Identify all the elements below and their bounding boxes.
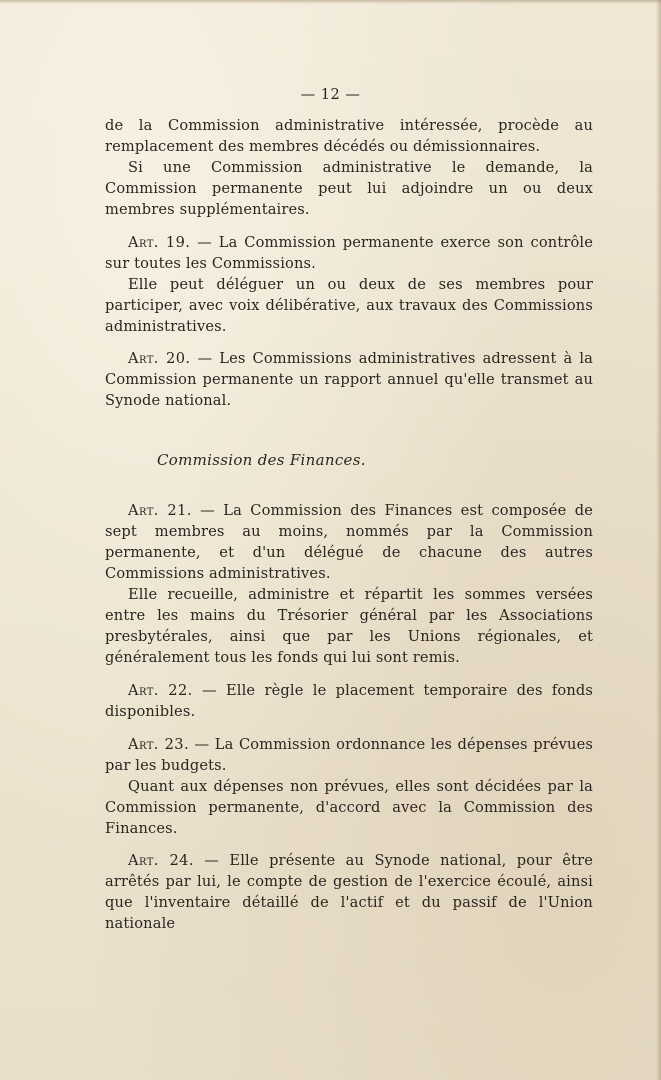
article-23-text: — La Commission ordonnance les dépenses prévues par les budgets. [105,736,593,774]
article-21-text: — La Commission des Finances est composée de sept membres au moins, nommés par la Commission permanente, et d'un délégué de chacune des autres Commissions administratives. [105,502,593,582]
article-19 [105,232,593,337]
section-title: Commission des Finances. [157,451,366,469]
article-23 [105,734,593,839]
article-19-label: Art. 19. [128,234,191,251]
continuation-block [105,115,593,220]
article-24 [105,850,593,934]
article-20-label: Art. 20. [128,350,191,367]
article-22-label: Art. 22. [128,682,193,699]
article-24-paragraph [105,850,593,934]
article-22-text: — Elle règle le placement temporaire des fonds disponibles. [105,682,594,720]
article-19-text: — La Commission permanente exerce son contrôle sur toutes les Commissions. [105,234,594,272]
page-number: — 12 — [300,87,361,103]
article-21 [105,500,593,668]
article-19-paragraph-2: Elle peut déléguer un ou deux de ses membres pour participer, avec voix délibérative, aux travaux des Commissions administratives. [105,276,593,335]
continuation-paragraph: de la Commission administrative intéressée, procède au remplacement des membres décédés ou démissionnaires. [105,117,593,155]
article-21-label: Art. 21. [128,502,192,519]
article-22 [105,680,593,722]
article-24-text: — Elle présente au Synode national, pour être arrêtés par lui, le compte de gestion de l'exercice écoulé, ainsi que l'inventaire détaillé de l'actif et du passif de l'Union nationale [105,852,593,932]
article-23-paragraph-2: Quant aux dépenses non prévues, elles sont décidées par la Commission permanente, d'accord avec la Commission des Finances. [105,778,593,837]
article-23-label: Art. 23. [128,736,189,753]
article-20-text: — Les Commissions administratives adressent à la Commission permanente un rapport annuel qu'elle transmet au Synode national. [105,350,593,409]
page-edge-top [0,0,661,4]
article-23-paragraph [105,734,593,776]
article-22-paragraph [105,680,593,722]
paragraph-supplementary-members: Si une Commission administrative le demande, la Commission permanente peut lui adjoindre un ou deux membres supplémentaires. [105,159,593,218]
article-19-paragraph [105,232,593,274]
page-edge-right [656,0,661,1080]
article-20-paragraph [105,348,593,411]
article-24-label: Art. 24. [128,852,194,869]
article-21-paragraph [105,500,593,584]
article-21-paragraph-2: Elle recueille, administre et répartit les sommes versées entre les mains du Trésorier général par les Associations presbytérales, ainsi que par les Unions régionales, et généralement tous les fonds qui lui sont remis. [105,586,593,666]
article-20 [105,348,593,411]
